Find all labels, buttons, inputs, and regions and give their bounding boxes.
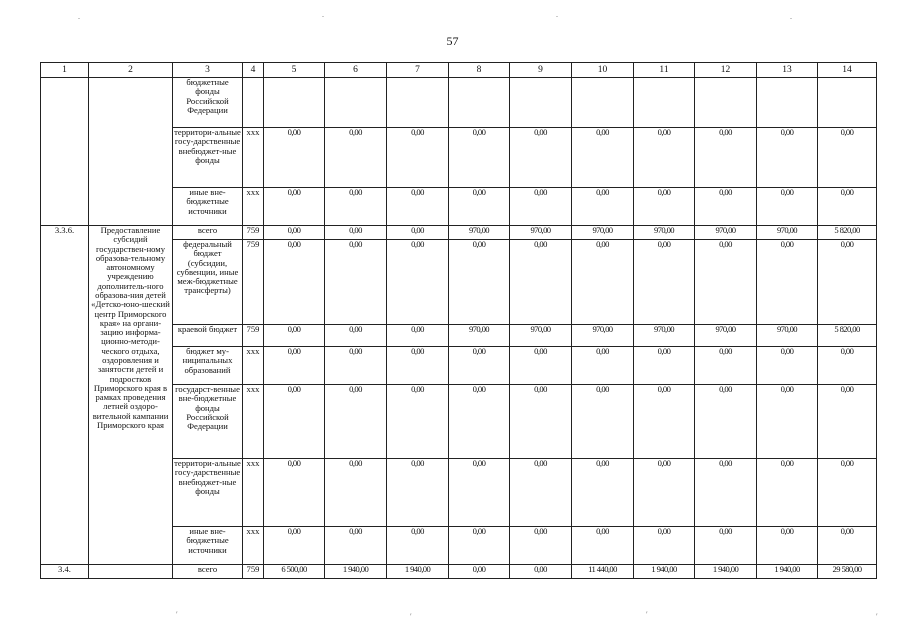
amount-cell — [634, 78, 695, 128]
amount-cell: 970,00 — [634, 325, 695, 347]
item-description-cell — [89, 78, 173, 226]
amount-cell: 0,00 — [449, 240, 510, 325]
amount-cell: 0,00 — [572, 128, 634, 188]
budget-code-cell: 759 — [243, 565, 264, 579]
column-header-5: 5 — [264, 63, 325, 78]
amount-cell: 0,00 — [325, 188, 387, 226]
amount-cell: 0,00 — [510, 128, 572, 188]
amount-cell: 0,00 — [757, 128, 818, 188]
amount-cell — [325, 78, 387, 128]
amount-cell — [264, 78, 325, 128]
amount-cell: 0,00 — [449, 347, 510, 385]
amount-cell: 0,00 — [757, 459, 818, 527]
amount-cell: 0,00 — [572, 347, 634, 385]
amount-cell: 0,00 — [387, 128, 449, 188]
amount-cell: 0,00 — [818, 527, 877, 565]
budget-table-body — [41, 63, 877, 579]
amount-cell: 970,00 — [634, 226, 695, 240]
funding-source-cell: территори-альные госу-дарственные внебюджет-ные фонды — [173, 128, 243, 188]
amount-cell: 0,00 — [818, 385, 877, 459]
scan-speck: ′ — [176, 610, 178, 619]
amount-cell: 11 440,00 — [572, 565, 634, 579]
column-header-7: 7 — [387, 63, 449, 78]
item-number-cell — [41, 78, 89, 226]
amount-cell: 0,00 — [325, 325, 387, 347]
amount-cell: 1 940,00 — [325, 565, 387, 579]
amount-cell: 0,00 — [510, 565, 572, 579]
item-description-3-3-6: Предоставление субсидий государствен-ному образова-тельному автономному учреждению дополнитель-ного образова-ния детей «Детско-юно-шеский центр Приморского края» на органи-зацию информа-ционно-методи-ческого отдыха, оздоровления и занятости детей и подростков Приморского края в рамках проведения летней оздоро-вительной кампании Приморского края — [89, 226, 173, 565]
amount-cell: 0,00 — [510, 459, 572, 527]
amount-cell — [510, 78, 572, 128]
amount-cell: 0,00 — [325, 527, 387, 565]
amount-cell: 970,00 — [510, 325, 572, 347]
amount-cell: 0,00 — [510, 188, 572, 226]
amount-cell: 0,00 — [387, 347, 449, 385]
amount-cell: 0,00 — [387, 188, 449, 226]
amount-cell: 0,00 — [325, 128, 387, 188]
amount-cell — [572, 78, 634, 128]
column-header-11: 11 — [634, 63, 695, 78]
amount-cell: 1 940,00 — [757, 565, 818, 579]
amount-cell: 0,00 — [264, 527, 325, 565]
amount-cell: 0,00 — [572, 188, 634, 226]
amount-cell: 0,00 — [387, 226, 449, 240]
funding-source-cell: всего — [173, 565, 243, 579]
funding-source-cell: территори-альные госу-дарственные внебюджет-ные фонды — [173, 459, 243, 527]
amount-cell: 0,00 — [818, 188, 877, 226]
scan-speck: . — [556, 10, 558, 19]
funding-source-cell: иные вне-бюджетные источники — [173, 188, 243, 226]
scan-speck: ′ — [410, 612, 412, 621]
amount-cell: 0,00 — [325, 240, 387, 325]
amount-cell: 970,00 — [695, 226, 757, 240]
amount-cell: 0,00 — [695, 347, 757, 385]
amount-cell: 0,00 — [264, 325, 325, 347]
amount-cell: 0,00 — [449, 385, 510, 459]
amount-cell: 0,00 — [818, 347, 877, 385]
amount-cell: 0,00 — [695, 459, 757, 527]
budget-code-cell: ххх — [243, 527, 264, 565]
amount-cell: 0,00 — [634, 188, 695, 226]
amount-cell: 0,00 — [757, 527, 818, 565]
amount-cell: 0,00 — [449, 565, 510, 579]
amount-cell: 0,00 — [264, 188, 325, 226]
column-header-3: 3 — [173, 63, 243, 78]
amount-cell: 0,00 — [572, 240, 634, 325]
amount-cell: 0,00 — [325, 347, 387, 385]
budget-code-cell: ххх — [243, 128, 264, 188]
budget-table — [40, 62, 877, 579]
amount-cell — [387, 78, 449, 128]
amount-cell: 0,00 — [695, 385, 757, 459]
funding-source-cell: иные вне-бюджетные источники — [173, 527, 243, 565]
column-header-8: 8 — [449, 63, 510, 78]
amount-cell: 0,00 — [818, 128, 877, 188]
amount-cell: 0,00 — [757, 188, 818, 226]
amount-cell: 5 820,00 — [818, 325, 877, 347]
amount-cell — [449, 78, 510, 128]
amount-cell: 0,00 — [264, 226, 325, 240]
amount-cell: 0,00 — [818, 459, 877, 527]
amount-cell: 0,00 — [264, 240, 325, 325]
amount-cell: 0,00 — [818, 240, 877, 325]
funding-source-cell: государст-венные вне-бюджетные фонды Российской Федерации — [173, 385, 243, 459]
table-row — [41, 78, 877, 128]
column-header-4: 4 — [243, 63, 264, 78]
amount-cell: 970,00 — [449, 325, 510, 347]
amount-cell: 970,00 — [572, 325, 634, 347]
amount-cell — [695, 78, 757, 128]
column-header-10: 10 — [572, 63, 634, 78]
amount-cell: 0,00 — [634, 385, 695, 459]
amount-cell: 0,00 — [449, 128, 510, 188]
amount-cell: 5 820,00 — [818, 226, 877, 240]
budget-code-cell — [243, 78, 264, 128]
amount-cell: 0,00 — [695, 527, 757, 565]
amount-cell: 0,00 — [634, 459, 695, 527]
amount-cell: 0,00 — [572, 527, 634, 565]
table-row — [41, 565, 877, 579]
amount-cell: 0,00 — [634, 347, 695, 385]
amount-cell: 0,00 — [387, 240, 449, 325]
amount-cell: 970,00 — [757, 226, 818, 240]
scan-speck: . — [322, 10, 324, 19]
amount-cell: 970,00 — [695, 325, 757, 347]
column-header-13: 13 — [757, 63, 818, 78]
amount-cell: 6 500,00 — [264, 565, 325, 579]
amount-cell: 970,00 — [757, 325, 818, 347]
amount-cell: 0,00 — [325, 459, 387, 527]
budget-code-cell: ххх — [243, 347, 264, 385]
amount-cell: 0,00 — [634, 527, 695, 565]
amount-cell: 0,00 — [510, 347, 572, 385]
page-number: 57 — [446, 34, 459, 48]
amount-cell: 0,00 — [757, 385, 818, 459]
amount-cell: 0,00 — [510, 385, 572, 459]
column-header-6: 6 — [325, 63, 387, 78]
funding-source-cell: бюджет му-ниципальных образований — [173, 347, 243, 385]
amount-cell: 970,00 — [449, 226, 510, 240]
amount-cell: 0,00 — [634, 240, 695, 325]
amount-cell: 0,00 — [325, 385, 387, 459]
amount-cell: 0,00 — [757, 240, 818, 325]
amount-cell: 29 580,00 — [818, 565, 877, 579]
amount-cell: 1 940,00 — [634, 565, 695, 579]
amount-cell: 0,00 — [449, 188, 510, 226]
funding-source-cell: всего — [173, 226, 243, 240]
item-description-3-4 — [89, 565, 173, 579]
amount-cell: 1 940,00 — [695, 565, 757, 579]
amount-cell: 0,00 — [634, 128, 695, 188]
amount-cell: 0,00 — [387, 325, 449, 347]
amount-cell: 0,00 — [510, 240, 572, 325]
budget-code-cell: ххх — [243, 385, 264, 459]
amount-cell: 0,00 — [387, 385, 449, 459]
budget-code-cell: 759 — [243, 240, 264, 325]
item-number-3-4: 3.4. — [41, 565, 89, 579]
table-row — [41, 226, 877, 240]
amount-cell: 970,00 — [572, 226, 634, 240]
amount-cell: 970,00 — [510, 226, 572, 240]
amount-cell: 0,00 — [264, 128, 325, 188]
column-header-1: 1 — [41, 63, 89, 78]
funding-source-cell: бюджетные фонды Российской Федерации — [173, 78, 243, 128]
amount-cell: 0,00 — [695, 240, 757, 325]
amount-cell: 0,00 — [757, 347, 818, 385]
scan-speck: . — [78, 12, 80, 21]
header-row — [41, 63, 877, 78]
amount-cell: 0,00 — [387, 527, 449, 565]
column-header-14: 14 — [818, 63, 877, 78]
amount-cell: 0,00 — [695, 128, 757, 188]
scan-speck: ′ — [876, 612, 878, 621]
funding-source-cell: краевой бюджет — [173, 325, 243, 347]
amount-cell: 0,00 — [449, 459, 510, 527]
amount-cell: 0,00 — [387, 459, 449, 527]
amount-cell — [757, 78, 818, 128]
column-header-12: 12 — [695, 63, 757, 78]
amount-cell: 0,00 — [572, 459, 634, 527]
amount-cell: 0,00 — [264, 385, 325, 459]
item-number-3-3-6: 3.3.6. — [41, 226, 89, 565]
amount-cell: 1 940,00 — [387, 565, 449, 579]
amount-cell: 0,00 — [325, 226, 387, 240]
amount-cell: 0,00 — [510, 527, 572, 565]
amount-cell: 0,00 — [264, 459, 325, 527]
amount-cell: 0,00 — [695, 188, 757, 226]
column-header-2: 2 — [89, 63, 173, 78]
scan-speck: . — [790, 12, 792, 21]
funding-source-cell: федеральный бюджет (субсидии, субвенции, иные меж-бюджетные трансферты) — [173, 240, 243, 325]
budget-code-cell: 759 — [243, 325, 264, 347]
amount-cell: 0,00 — [264, 347, 325, 385]
amount-cell: 0,00 — [572, 385, 634, 459]
amount-cell: 0,00 — [449, 527, 510, 565]
budget-code-cell: 759 — [243, 226, 264, 240]
amount-cell — [818, 78, 877, 128]
budget-code-cell: ххх — [243, 188, 264, 226]
column-header-9: 9 — [510, 63, 572, 78]
scan-speck: ′ — [646, 610, 648, 619]
budget-code-cell: ххх — [243, 459, 264, 527]
